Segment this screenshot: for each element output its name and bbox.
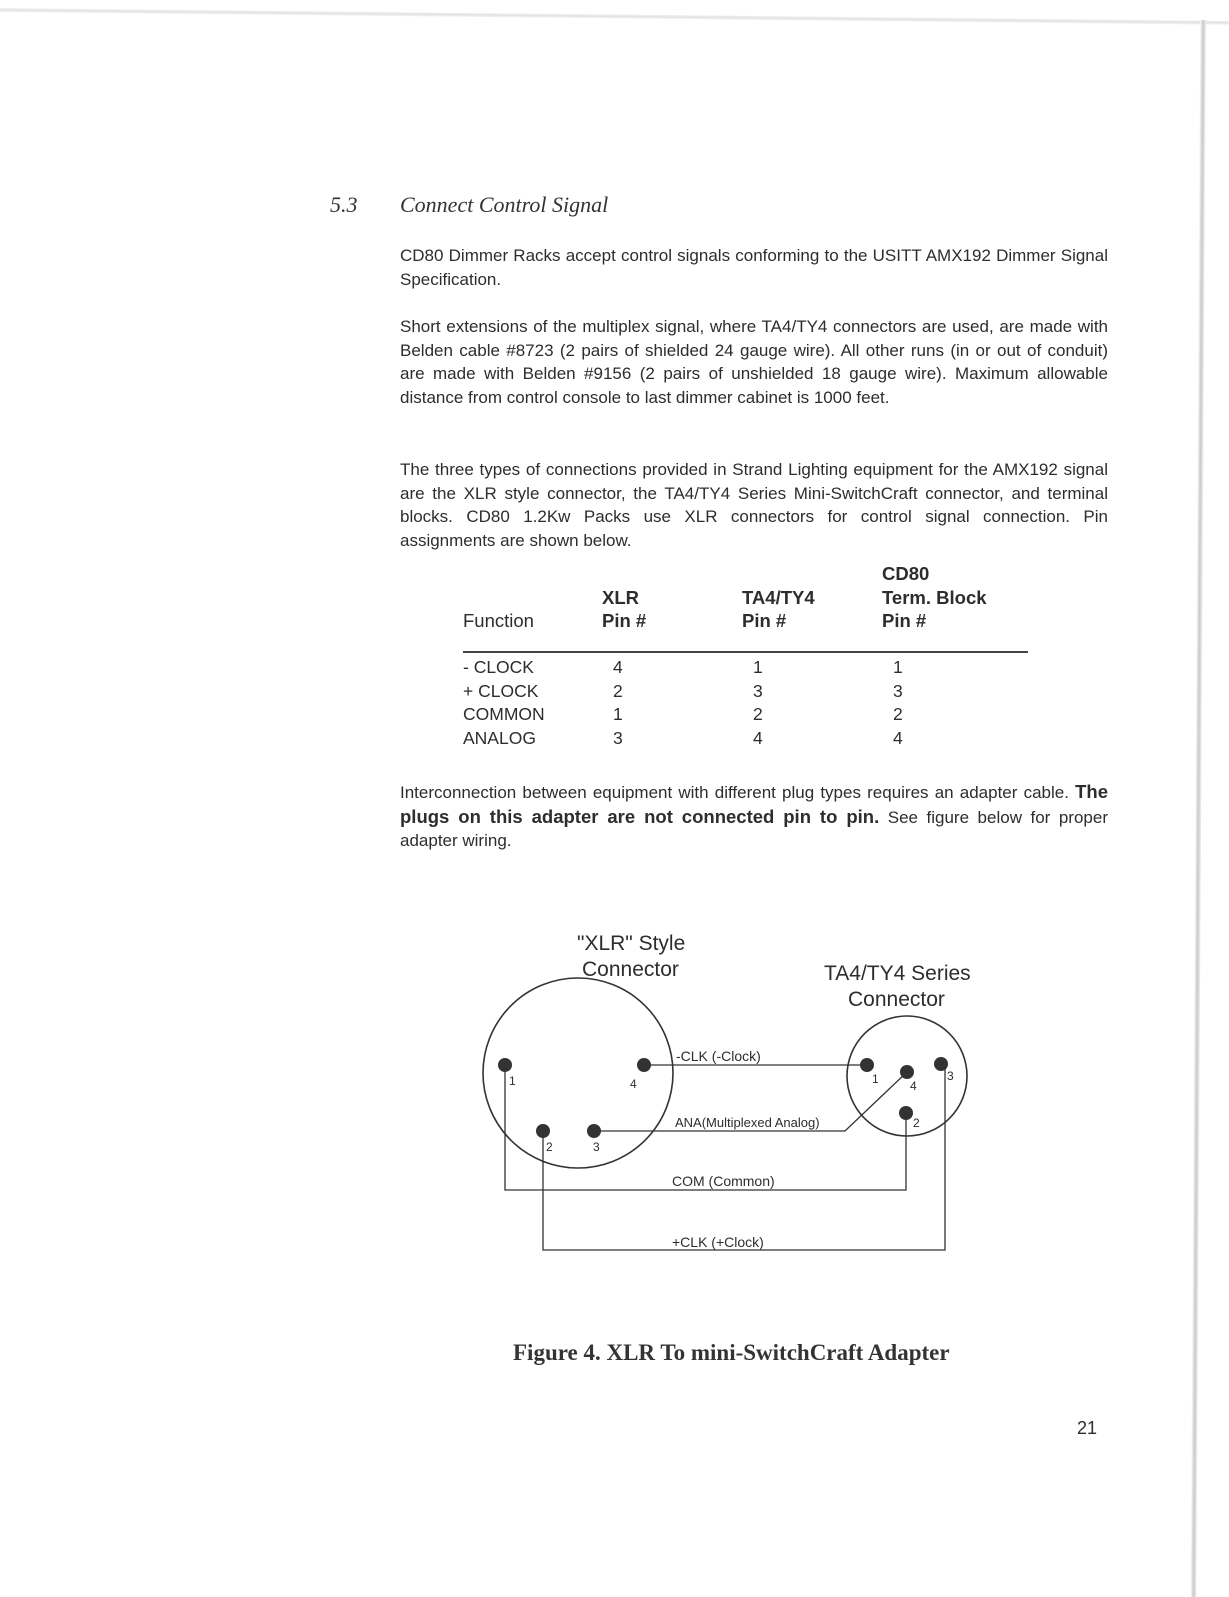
cell-xlr: 3 — [613, 727, 623, 748]
page-number: 21 — [1077, 1418, 1098, 1438]
header-function: Function — [463, 610, 534, 631]
scan-right-edge — [1190, 20, 1206, 1597]
xlr-pin-2-label: 2 — [546, 1140, 553, 1154]
cell-term: 3 — [893, 680, 903, 701]
table-header-rule — [463, 651, 1028, 653]
adapter-note-start: Interconnection between equipment with different plug types requires an adapter cable. — [400, 783, 1069, 802]
table-row — [463, 680, 1035, 704]
cell-xlr: 1 — [613, 704, 623, 724]
wire-label-neg-clock: -CLK (-Clock) — [676, 1048, 761, 1064]
paragraph-adapter-note — [400, 780, 1108, 853]
cell-term: 1 — [893, 657, 903, 677]
adapter-note-end: See figure below for proper adapter wiring. — [400, 807, 1108, 850]
wire-label-analog: ANA(Multiplexed Analog) — [675, 1115, 820, 1130]
scan-top-edge — [0, 8, 1229, 25]
xlr-pin-1-label: 1 — [509, 1074, 516, 1088]
xlr-label-line1: "XLR" Style — [577, 932, 686, 955]
header-term-line2: Term. Block — [882, 587, 987, 608]
section-number: 5.3 — [330, 192, 358, 217]
header-term-line1: CD80 — [882, 563, 930, 584]
ta4-label-line2: Connector — [848, 988, 945, 1011]
xlr-pin-3-label: 3 — [593, 1140, 600, 1154]
ta4-pin-4-label: 4 — [910, 1079, 917, 1093]
cell-function: ANALOG — [463, 727, 536, 748]
wire-pos-clock — [543, 1064, 945, 1250]
ta4-pin-2-label: 2 — [913, 1116, 920, 1130]
xlr-connector-outline — [483, 978, 673, 1168]
wire-label-common: COM (Common) — [672, 1173, 775, 1189]
figure-caption: Figure 4. XLR To mini-SwitchCraft Adapter — [513, 1340, 950, 1365]
cell-function: - CLOCK — [463, 657, 534, 677]
ta4-pin-3-label: 3 — [947, 1069, 954, 1083]
cell-xlr: 4 — [613, 657, 623, 677]
cell-ta4: 4 — [753, 727, 763, 748]
header-ta4-line3: Pin # — [742, 610, 787, 631]
table-row — [463, 656, 1035, 680]
cell-function: COMMON — [463, 704, 545, 724]
ta4-label-line1: TA4/TY4 Series — [824, 962, 971, 985]
adapter-note-warning: The plugs on this adapter are not connected pin to pin. — [400, 781, 1109, 827]
cell-ta4: 3 — [753, 680, 763, 701]
header-ta4-line2: TA4/TY4 — [742, 587, 815, 608]
table-row — [463, 703, 1035, 727]
paragraph-cable-spec: Short extensions of the multiplex signal, where TA4/TY4 connectors are used, are made with Belden cable #8723 (2 pairs of shielded 24 gauge wire). All other runs (in or out of conduit) are made with Belden #9156 (2 pairs of unshielded 18 gauge wire). Maximum allowable distance from control console to last dimmer cabinet is 1000 feet. — [400, 317, 1108, 407]
xlr-label-line2: Connector — [582, 958, 679, 981]
xlr-pin-4-label: 4 — [630, 1077, 637, 1091]
ta4-pin-1-label: 1 — [872, 1072, 879, 1086]
paragraph-connection-types: The three types of connections provided in Strand Lighting equipment for the AMX192 signal are the XLR style connector, the TA4/TY4 Series Mini-SwitchCraft connector, and terminal blocks. CD80 1.2Kw Packs use XLR connectors for control signal connection. Pin assignments are shown below. — [400, 460, 1108, 550]
paragraph-signal-spec: CD80 Dimmer Racks accept control signals conforming to the USITT AMX192 Dimmer Signal Specification. — [400, 246, 1108, 289]
cell-xlr: 2 — [613, 680, 623, 701]
cell-ta4: 2 — [753, 704, 763, 724]
adapter-wiring-diagram — [480, 930, 1000, 1290]
cell-function: + CLOCK — [463, 680, 539, 701]
cell-ta4: 1 — [753, 657, 763, 677]
section-title: Connect Control Signal — [400, 192, 609, 217]
header-term-line3: Pin # — [882, 610, 927, 631]
cell-term: 2 — [893, 704, 903, 724]
header-xlr-line2: XLR — [602, 587, 639, 608]
table-row — [463, 727, 1035, 751]
wire-label-pos-clock: +CLK (+Clock) — [672, 1234, 764, 1250]
header-xlr-line3: Pin # — [602, 610, 647, 631]
cell-term: 4 — [893, 727, 903, 748]
ta4-pin-3 — [934, 1057, 948, 1071]
